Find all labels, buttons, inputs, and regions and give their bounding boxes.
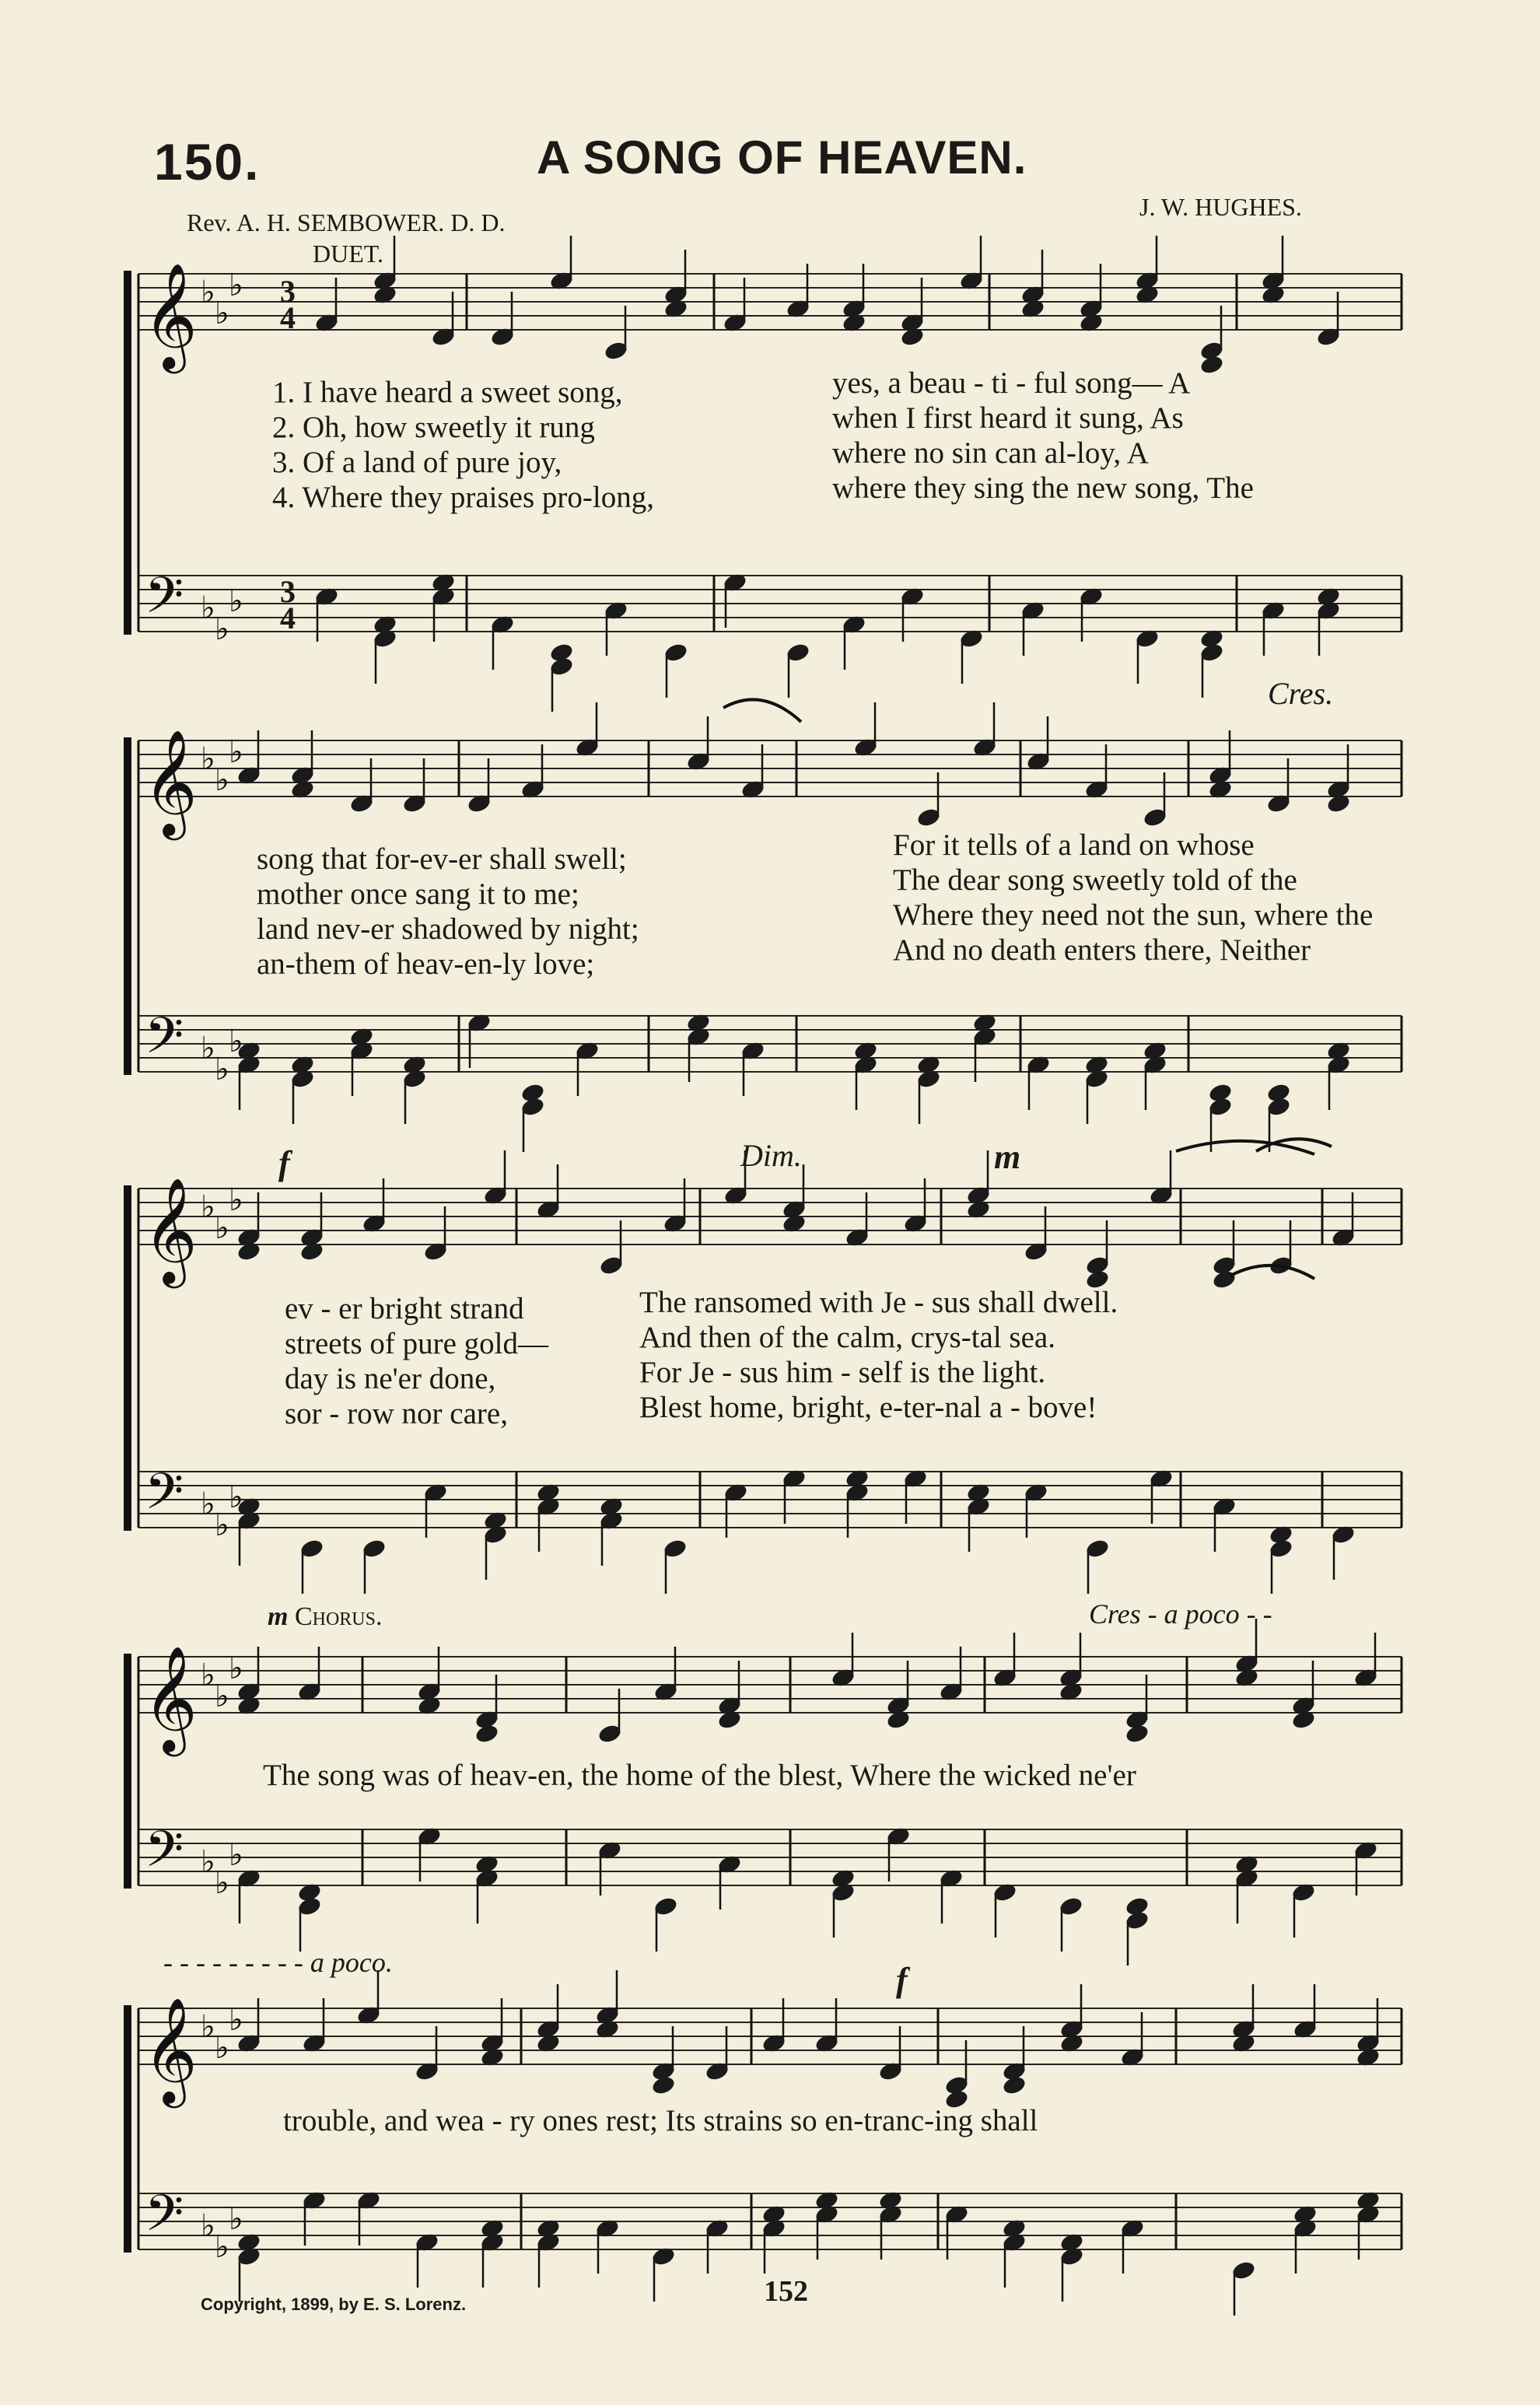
flat-icon: ♭ xyxy=(201,1031,215,1066)
flat-icon: ♭ xyxy=(215,762,229,798)
note-head xyxy=(474,1723,499,1745)
flat-icon: ♭ xyxy=(201,1189,215,1225)
flat-icon: ♭ xyxy=(201,741,215,777)
flat-icon: ♭ xyxy=(215,1210,229,1246)
verse-line: For Je - sus him - self is the light. xyxy=(639,1356,1046,1389)
flat-icon: ♭ xyxy=(201,590,215,626)
direction-forte-1: f xyxy=(278,1144,290,1182)
flat-icon: ♭ xyxy=(229,1479,243,1515)
treble-clef-icon: 𝄞 xyxy=(143,261,198,369)
verse-line: streets of pure gold— xyxy=(285,1327,549,1360)
system3-lyrics-right xyxy=(639,1285,1118,1425)
verse-line: For it tells of a land on whose xyxy=(893,828,1255,862)
bass-clef-icon: 𝄢 xyxy=(145,1821,184,1891)
verse-line: Blest home, bright, e-ter-nal a - bove! xyxy=(639,1391,1097,1424)
flat-icon: ♭ xyxy=(201,2208,215,2244)
bar-lines xyxy=(128,236,1402,2316)
flat-icon: ♭ xyxy=(215,1507,229,1543)
direction-cres: Cres. xyxy=(1268,676,1334,711)
note-heads xyxy=(236,270,1381,2281)
time-signature-bass: 3 4 xyxy=(280,574,296,635)
chorus-label xyxy=(268,1602,382,1632)
time-signature-treble: 3 4 xyxy=(280,274,296,335)
direction-cres-a-poco: Cres - a poco - - xyxy=(1089,1598,1272,1630)
slurs xyxy=(723,699,1332,1279)
verse-line: mother once sang it to me; xyxy=(257,877,579,911)
note-head xyxy=(1001,2074,1027,2096)
flat-icon: ♭ xyxy=(229,1837,243,1873)
note-head xyxy=(650,2074,676,2096)
verse-line: 1. I have heard a sweet song, xyxy=(272,376,623,409)
flat-icon: ♭ xyxy=(215,611,229,647)
flat-icon: ♭ xyxy=(215,296,229,331)
verse-line: an-them of heav-en-ly love; xyxy=(257,947,595,981)
flat-icon: ♭ xyxy=(229,1651,243,1686)
verse-line: song that for-ev-er shall swell; xyxy=(257,842,627,876)
note-head xyxy=(1211,1269,1237,1290)
flat-icon: ♭ xyxy=(229,2201,243,2237)
verse-line: where they sing the new song, The xyxy=(832,471,1254,505)
slur xyxy=(723,699,801,722)
flat-icon: ♭ xyxy=(201,2009,215,2045)
bass-clef-icon: 𝄢 xyxy=(145,567,184,637)
flat-icon: ♭ xyxy=(229,1024,243,1059)
verse-line: 4. Where they praises pro-long, xyxy=(272,481,654,514)
system2-lyrics-left xyxy=(257,842,639,982)
verse-line: The dear song sweetly told of the xyxy=(893,863,1297,897)
flat-icon: ♭ xyxy=(215,2229,229,2265)
direction-mezzo-2: m xyxy=(268,1602,289,1631)
flat-icon: ♭ xyxy=(229,268,243,303)
flat-icon: ♭ xyxy=(201,1658,215,1693)
slur xyxy=(1176,1141,1314,1154)
verse-line: sor - row nor care, xyxy=(285,1397,508,1430)
verse-line: ev - er bright strand xyxy=(285,1292,524,1325)
verse-line: The ransomed with Je - sus shall dwell. xyxy=(639,1286,1118,1319)
flat-icon: ♭ xyxy=(215,1052,229,1087)
bass-clef-icon: 𝄢 xyxy=(145,1007,184,1077)
direction-a-poco: - - - - - - - - - a poco. xyxy=(163,1947,393,1978)
bass-clef-icon: 𝄢 xyxy=(145,2185,184,2255)
hymn-title: A SONG OF HEAVEN. xyxy=(537,131,1027,184)
treble-clef-icon: 𝄞 xyxy=(143,728,198,835)
system1-lyrics-right xyxy=(832,366,1254,506)
verse-line: land nev-er shadowed by night; xyxy=(257,912,639,946)
flat-icon: ♭ xyxy=(229,2002,243,2038)
verse-line: yes, a beau - ti - ful song— A xyxy=(832,366,1191,400)
flat-icon: ♭ xyxy=(215,1865,229,1901)
flat-icon: ♭ xyxy=(215,2030,229,2066)
voicing-label: DUET. xyxy=(313,240,383,268)
flat-icon: ♭ xyxy=(215,1679,229,1714)
composer-credit: J. W. HUGHES. xyxy=(1139,193,1302,221)
verse-line: where no sin can al-loy, A xyxy=(832,436,1149,470)
verse-line: Where they need not the sun, where the xyxy=(893,898,1374,932)
verse-line: 3. Of a land of pure joy, xyxy=(272,446,562,479)
system2-lyrics-right xyxy=(893,828,1373,968)
flat-icon: ♭ xyxy=(201,1844,215,1880)
flat-icon: ♭ xyxy=(229,583,243,619)
verse-line: 2. Oh, how sweetly it rung xyxy=(272,411,595,444)
chorus-heading: Chorus. xyxy=(294,1602,383,1631)
verse-line: And then of the calm, crys-tal sea. xyxy=(639,1321,1055,1354)
verse-line: when I first heard it sung, As xyxy=(832,401,1184,435)
flat-icon: ♭ xyxy=(201,275,215,310)
copyright-notice: Copyright, 1899, by E. S. Lorenz. xyxy=(201,2295,467,2314)
system1-lyrics-left xyxy=(272,375,654,515)
flat-icon: ♭ xyxy=(229,1182,243,1218)
direction-mezzo-1: m xyxy=(994,1138,1021,1176)
flat-icon: ♭ xyxy=(201,1486,215,1522)
treble-clef-icon: 𝄞 xyxy=(143,1996,198,2103)
treble-clef-icon: 𝄞 xyxy=(143,1176,198,1283)
system4-lyrics: The song was of heav-en, the home of the blest, Where the wicked ne'er xyxy=(263,1759,1136,1792)
lyricist-credit: Rev. A. H. SEMBOWER. D. D. xyxy=(187,208,506,236)
system5-lyrics: trouble, and wea - ry ones rest; Its strains so en-tranc-ing shall xyxy=(283,2104,1038,2137)
system3-lyrics-left xyxy=(285,1291,548,1431)
flat-icon: ♭ xyxy=(229,734,243,770)
treble-clef-icon: 𝄞 xyxy=(143,1644,198,1752)
note-head xyxy=(1124,1723,1150,1745)
hymn-number: 150. xyxy=(154,133,261,191)
page-number: 152 xyxy=(764,2275,808,2308)
verse-line: day is ne'er done, xyxy=(285,1362,496,1395)
direction-forte-2: f xyxy=(896,1961,908,1999)
verse-line: And no death enters there, Neither xyxy=(893,933,1311,967)
bass-clef-icon: 𝄢 xyxy=(145,1463,184,1533)
direction-dim: Dim. xyxy=(740,1138,802,1173)
